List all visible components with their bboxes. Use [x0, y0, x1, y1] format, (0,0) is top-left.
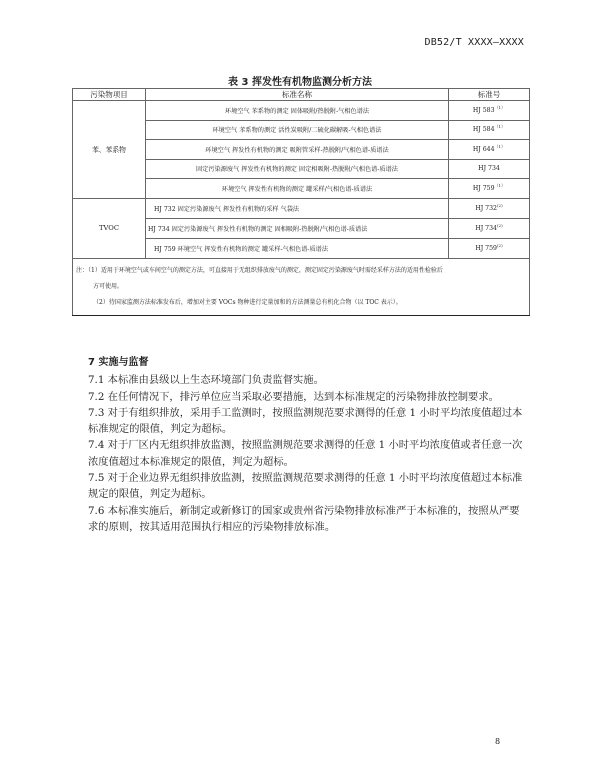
- standard-name-cell: HJ 732 固定污染源废气 挥发性有机物的采样 气袋法: [146, 198, 449, 218]
- pollutant-cell: 苯、苯系物: [73, 101, 146, 199]
- standard-code: DB52/T XXXX—XXXX: [424, 37, 524, 48]
- standard-name-cell: 环境空气 苯系物的测定 固体吸附/热脱附-气相色谱法: [146, 101, 449, 121]
- column-header-standard-code: 标准号: [449, 89, 530, 101]
- pollutant-cell: TVOC: [73, 198, 146, 258]
- standard-name-cell: 环境空气 挥发性有机物的测定 吸附管采样-热脱附/气相色谱-质谱法: [146, 140, 449, 160]
- standard-name-cell: 环境空气 挥发性有机物的测定 罐采样/气相色谱-质谱法: [146, 179, 449, 199]
- standard-code-cell: HJ $583^{(1)}$: [449, 101, 530, 121]
- standard-name-cell: HJ 759 环境空气 挥发性有机物的测定 罐采样-气相色谱-质谱法: [146, 238, 449, 258]
- note-2: （2）待国家监测方法标准发布后，增加对主要 VOCs 物种进行定量加和的方法测量总有机化合物（以 TOC 表示）。: [93, 298, 402, 306]
- table-header-row: [73, 89, 530, 101]
- table-row: [73, 198, 530, 218]
- clause-7-6: 7.6 本标准实施后，新制定或新修订的国家或贵州省污染物排放标准严于本标准的，按照从严要求的原则，按其适用范围执行相应的污染物排放标准。: [88, 504, 520, 533]
- section-implementation: [88, 355, 528, 535]
- standard-code-cell: HJ $584^{(1)}$: [449, 120, 530, 140]
- standard-code-cell: HJ 759$^{(2)}$: [449, 238, 530, 258]
- note-1-continuation: 方可使用。: [93, 282, 124, 290]
- standard-name-cell: 环境空气 苯系物的测定 活性炭吸附/二硫化碳解吸-气相色谱法: [146, 120, 449, 140]
- standard-name-cell: HJ 734 固定污染源废气 挥发性有机物的测定 固相吸附-热脱附/气相色谱-质谱法: [146, 218, 449, 238]
- clause-7-5: 7.5 对于企业边界无组织排放监测，按照监测规范要求测得的任意 1 小时平均浓度值超过本标准规定的限值，判定为超标。: [88, 472, 523, 501]
- table-notes-row: [73, 258, 530, 315]
- standard-name-cell: 固定污染源废气 挥发性有机物的测定 固定相吸附-热脱附/气相色谱-质谱法: [146, 159, 449, 179]
- monitoring-methods-table: [72, 88, 530, 316]
- clause-7-3: 7.3 对于有组织排放，采用手工监测时，按照监测规范要求测得的任意 1 小时平均浓度值超过本标准规定的限值，判定为超标。: [88, 406, 523, 436]
- note-1: 注：（1）适用于环境空气或车间空气的测定方法，可直接用于无组织排放废气的测定，测定固定污染源废气时需经采样方法的适用性检验后: [76, 266, 443, 274]
- page-number: 8: [495, 737, 501, 746]
- standard-code-cell: HJ 734: [449, 159, 530, 179]
- column-header-pollutant: 污染物项目: [73, 89, 146, 101]
- section-heading: 7 实施与监督: [88, 357, 149, 368]
- table-row: [73, 101, 530, 121]
- standard-code-cell: HJ 732$^{(2)}$: [449, 198, 530, 218]
- clause-7-4: 7.4 对于厂区内无组织排放监测，按照监测规范要求测得的任意 1 小时平均浓度值或者任意一次浓度值超过本标准规定的限值，判定为超标。: [88, 439, 523, 468]
- table-title: 表 3 挥发性有机物监测分析方法: [228, 77, 372, 88]
- standard-code-cell: HJ $759^{(1)}$: [449, 179, 530, 199]
- standard-code-cell: HJ $644^{(1)}$: [449, 140, 530, 160]
- table-notes: [73, 258, 530, 315]
- column-header-standard-name: 标准名称: [146, 89, 449, 101]
- standard-code-cell: HJ 734$^{(2)}$: [449, 218, 530, 238]
- clause-7-2: 7.2 在任何情况下，排污单位应当采取必要措施，达到本标准规定的污染物排放控制要求。: [88, 390, 499, 403]
- clause-7-1: 7.1 本标准由县级以上生态环境部门负责监督实施。: [88, 374, 324, 387]
